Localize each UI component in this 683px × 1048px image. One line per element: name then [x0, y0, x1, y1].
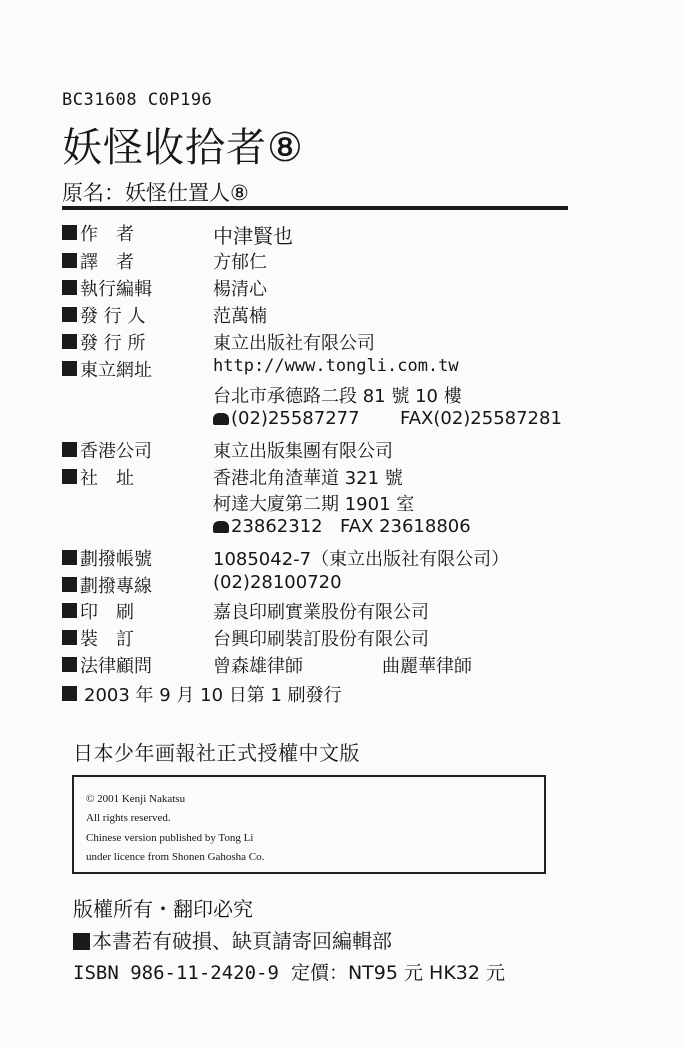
hk-company-label: 香港公司 — [80, 441, 152, 462]
printer-label: 印 刷 — [80, 602, 134, 623]
bullet-square-icon — [73, 933, 90, 950]
taipei-fax: FAX(02)25587281 — [400, 408, 562, 429]
credit-value: 楊清心 — [213, 279, 267, 300]
authorization-notice: 日本少年画報社正式授權中文版 — [73, 741, 360, 765]
hk-fax: FAX 23618806 — [340, 516, 471, 537]
legal-label: 法律顧問 — [80, 656, 152, 677]
postal-account-label: 劃撥帳號 — [80, 549, 152, 570]
lawyer-2: 曲麗華律師 — [382, 656, 472, 677]
hk-address-label: 社 址 — [80, 468, 134, 489]
taipei-address: 台北市承德路二段 81 號 10 樓 — [213, 386, 462, 407]
bullet-square-icon — [62, 280, 77, 295]
bullet-square-icon — [62, 334, 77, 349]
telephone-icon — [213, 521, 229, 533]
bullet-square-icon — [62, 361, 77, 376]
credit-label: 作 者 — [80, 224, 134, 245]
bullet-square-icon — [62, 469, 77, 484]
credit-value: 中津賢也 — [213, 224, 293, 248]
hk-tel: 23862312 — [231, 516, 323, 537]
hk-phone-line — [213, 516, 323, 537]
website-url[interactable]: http://www.tongli.com.tw — [213, 356, 459, 376]
title-divider — [62, 206, 568, 210]
rights-reserved: 版權所有・翻印必究 — [73, 897, 253, 921]
isbn-price-row — [73, 958, 505, 985]
hk-address-line2: 柯達大廈第二期 1901 室 — [213, 494, 415, 515]
bullet-square-icon — [62, 630, 77, 645]
printer-value: 嘉良印刷實業股份有限公司 — [213, 602, 429, 623]
credit-value: 東立出版社有限公司 — [213, 333, 375, 354]
isbn: ISBN 986-11-2420-9 — [73, 962, 279, 984]
credit-value: 范萬楠 — [213, 306, 267, 327]
credit-label: 譯 者 — [80, 252, 134, 273]
taipei-tel: (02)25587277 — [231, 408, 360, 429]
binder-value: 台興印刷裝訂股份有限公司 — [213, 629, 429, 650]
credit-label: 發 行 所 — [80, 333, 146, 354]
book-title: 妖怪收拾者⑧ — [62, 125, 304, 171]
copyright-line: Chinese version published by Tong Li — [86, 832, 254, 844]
hk-address-line1: 香港北角渣華道 321 號 — [213, 468, 403, 489]
bullet-square-icon — [62, 253, 77, 268]
postal-hotline-label: 劃撥專線 — [80, 576, 152, 597]
lawyer-1: 曾森雄律師 — [213, 656, 303, 677]
damage-notice-row — [73, 925, 392, 954]
bullet-square-icon — [62, 442, 77, 457]
credit-label: 執行編輯 — [80, 279, 152, 300]
copyright-line: under licence from Shonen Gahosha Co. — [86, 851, 265, 863]
hk-company-name: 東立出版集團有限公司 — [213, 441, 393, 462]
bullet-square-icon — [62, 225, 77, 240]
postal-account-value: 1085042-7（東立出版社有限公司） — [213, 549, 510, 570]
credit-label: 發 行 人 — [80, 306, 146, 327]
bullet-square-icon — [62, 657, 77, 672]
credit-label: 東立網址 — [80, 360, 152, 381]
telephone-icon — [213, 413, 229, 425]
taipei-phone-line — [213, 408, 360, 429]
copyright-line: All rights reserved. — [86, 812, 171, 824]
catalog-code: BC31608 C0P196 — [62, 90, 213, 110]
print-date: 2003 年 9 月 10 日第 1 刷發行 — [84, 685, 342, 706]
copyright-box — [72, 775, 546, 874]
price: 定價：NT95 元 HK32 元 — [290, 962, 505, 984]
copyright-line: © 2001 Kenji Nakatsu — [86, 793, 186, 805]
bullet-square-icon — [62, 307, 77, 322]
bullet-square-icon — [62, 577, 77, 592]
bullet-square-icon — [62, 686, 77, 701]
original-title: 原名：妖怪仕置人⑧ — [62, 181, 249, 205]
damage-notice: 本書若有破損、缺頁請寄回編輯部 — [92, 929, 392, 953]
bullet-square-icon — [62, 550, 77, 565]
bullet-square-icon — [62, 603, 77, 618]
binder-label: 裝 訂 — [80, 629, 134, 650]
credit-value: 方郁仁 — [213, 252, 267, 273]
postal-hotline-value: (02)28100720 — [213, 572, 342, 593]
